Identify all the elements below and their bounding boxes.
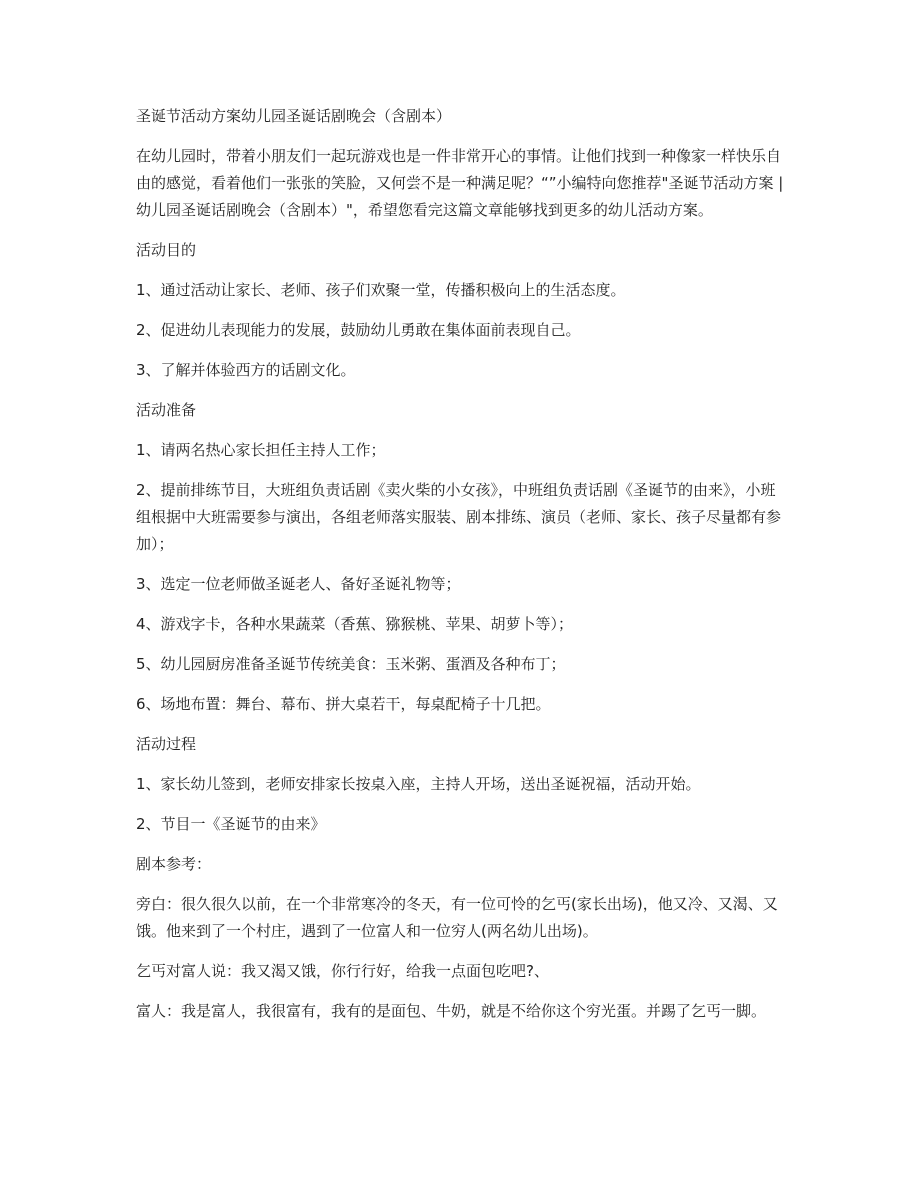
- goal-item: 3、了解并体验西方的话剧文化。: [136, 361, 356, 379]
- prep-item: 4、游戏字卡，各种水果蔬菜（香蕉、猕猴桃、苹果、胡萝卜等）；: [136, 615, 574, 633]
- section-heading-process: 活动过程: [136, 735, 197, 753]
- document-body: [136, 103, 786, 1038]
- prep-item: 1、请两名热心家长担任主持人工作；: [136, 441, 386, 459]
- script-paragraph: 富人：我是富人，我很富有，我有的是面包、牛奶，就是不给你这个穷光蛋。并踢了乞丐一脚。: [136, 1002, 767, 1020]
- process-item: 1、家长幼儿签到，老师安排家长按桌入座，主持人开场，送出圣诞祝福，活动开始。: [136, 775, 701, 793]
- prep-item: 6、场地布置：舞台、幕布、拼大桌若干，每桌配椅子十几把。: [136, 695, 551, 713]
- prep-item: 2、提前排练节目，大班组负责话剧《卖火柴的小女孩》，中班组负责话剧《圣诞节的由来》，小班组根据中大班需要参与演出，各组老师落实服装、剧本排练、演员（老师、家长、孩子尽量都有参加）；: [136, 481, 782, 553]
- prep-item: 5、幼儿园厨房准备圣诞节传统美食：玉米粥、蛋酒及各种布丁；: [136, 655, 566, 673]
- process-item: 2、节目一《圣诞节的由来》: [136, 815, 326, 833]
- section-heading-script: 剧本参考：: [136, 855, 212, 873]
- goal-item: 2、促进幼儿表现能力的发展，鼓励幼儿勇敢在集体面前表现自己。: [136, 321, 581, 339]
- goal-item: 1、通过活动让家长、老师、孩子们欢聚一堂，传播积极向上的生活态度。: [136, 281, 626, 299]
- document-title: 圣诞节活动方案幼儿园圣诞话剧晚会（含剧本）: [136, 107, 452, 125]
- intro-paragraph: 在幼儿园时，带着小朋友们一起玩游戏也是一件非常开心的事情。让他们找到一种像家一样快乐自由的感觉，看着他们一张张的笑脸，又何尝不是一种满足呢？“”小编特向您推荐"圣诞节活动方案 | 幼儿园圣诞话剧晚会（含剧本）"，希望您看完这篇文章能够找到更多的幼儿活动方案。: [136, 147, 784, 219]
- script-paragraph: 乞丐对富人说：我又渴又饿，你行行好，给我一点面包吃吧?、: [136, 962, 549, 980]
- script-paragraph: 旁白：很久很久以前，在一个非常寒冷的冬天，有一位可怜的乞丐(家长出场)，他又冷、又渴、又饿。他来到了一个村庄，遇到了一位富人和一位穷人(两名幼儿出场)。: [136, 895, 778, 940]
- prep-item: 3、选定一位老师做圣诞老人、备好圣诞礼物等；: [136, 575, 461, 593]
- section-heading-preparation: 活动准备: [136, 401, 197, 419]
- section-heading-goals: 活动目的: [136, 241, 197, 259]
